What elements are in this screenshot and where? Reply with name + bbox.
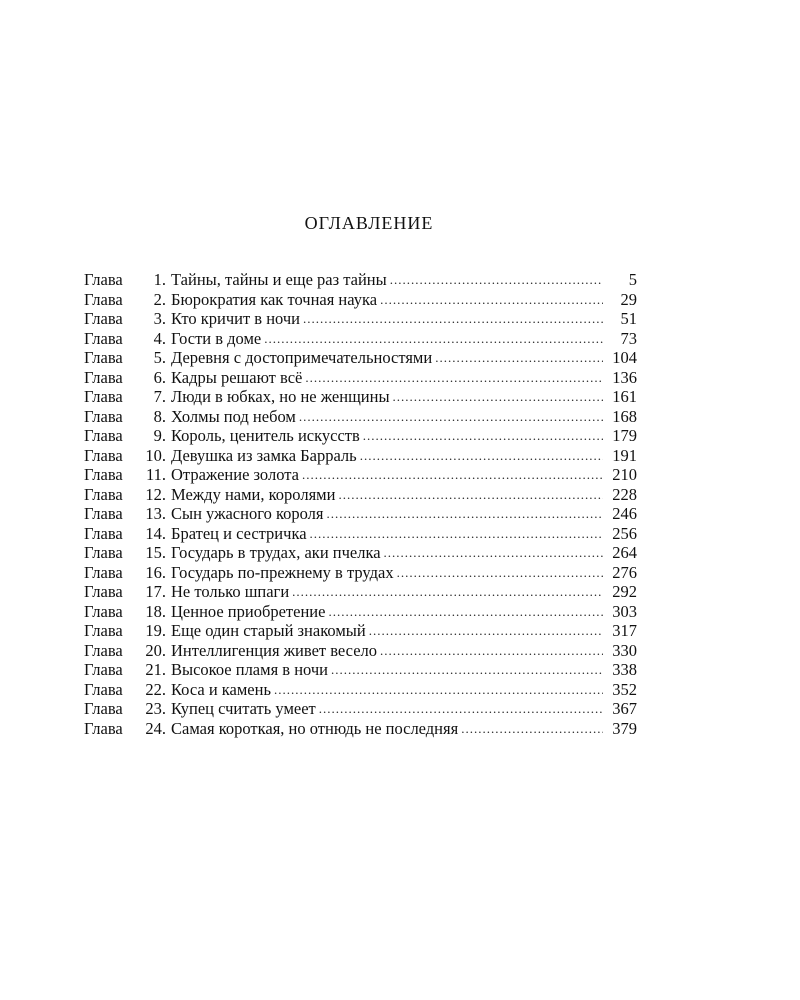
toc-chapter-title: Коса и камень [171,679,271,699]
toc-entry [84,719,637,739]
toc-chapter-number: 21. [145,660,166,679]
toc-chapter-number: 3. [153,309,166,328]
toc-chapter-word: Глава [84,289,123,309]
toc-dot-leader [305,367,603,388]
toc-chapter-title: Государь по-прежнему в трудах [171,562,394,582]
toc-chapter-number: 13. [145,504,166,523]
toc-dot-leader [299,406,603,427]
toc-chapter-number: 4. [153,328,166,348]
toc-entry [84,563,637,583]
toc-chapter-number: 16. [145,562,166,582]
toc-chapter-number: 10. [145,445,166,465]
toc-dot-leader [435,347,603,368]
toc-dot-leader [397,562,603,583]
toc-chapter-word: Глава [84,426,123,445]
toc-chapter-word: Глава [84,270,123,289]
toc-entry [84,426,637,446]
toc-dot-leader [274,679,603,700]
toc-entry [84,602,637,622]
toc-entry [84,699,637,719]
toc-page-number: 292 [612,582,637,601]
toc-entry [84,387,637,407]
toc-chapter-title: Государь в трудах, аки пчелка [171,543,381,562]
toc-chapter-number: 17. [145,582,166,601]
toc-chapter-title: Гости в доме [171,328,262,348]
toc-chapter-number: 14. [145,523,166,543]
toc-chapter-word: Глава [84,504,123,523]
toc-dot-leader [310,523,603,544]
toc-entry [84,309,637,329]
toc-dot-leader [363,425,603,446]
toc-chapter-word: Глава [84,367,123,387]
toc-page-number: 264 [612,543,637,562]
toc-page-number: 5 [628,270,637,289]
toc-chapter-title: Братец и сестричка [171,523,307,543]
toc-chapter-word: Глава [84,660,123,679]
toc-chapter-title: Не только шпаги [171,582,290,601]
toc-dot-leader [331,659,603,680]
toc-dot-leader [360,445,603,466]
toc-chapter-title: Самая короткая, но отнюдь не последняя [171,718,459,738]
toc-chapter-title: Холмы под небом [171,406,296,426]
toc-chapter-number: 6. [153,367,166,387]
toc-chapter-title: Ценное приобретение [171,601,326,621]
toc-chapter-number: 7. [153,387,166,406]
toc-dot-leader [303,308,603,329]
toc-entry [84,582,637,602]
toc-page-number: 168 [612,406,637,426]
toc-chapter-title: Бюрократия как точная наука [171,289,378,309]
toc-page-number: 303 [612,601,637,621]
toc-dot-leader [264,328,603,349]
toc-chapter-title: Кадры решают всё [171,367,303,387]
toc-chapter-word: Глава [84,406,123,426]
toc-chapter-word: Глава [84,484,123,504]
toc-chapter-number: 24. [145,718,166,738]
toc-chapter-word: Глава [84,562,123,582]
toc-page-number: 367 [612,699,637,718]
toc-chapter-word: Глава [84,640,123,660]
toc-entry [84,524,637,544]
toc-chapter-number: 1. [153,270,166,289]
toc-page-number: 317 [612,621,637,640]
toc-entry [84,329,637,349]
toc-entry [84,660,637,680]
toc-entry [84,543,637,563]
toc-chapter-number: 18. [145,601,166,621]
toc-entry [84,641,637,661]
toc-entry [84,348,637,368]
toc-page-number: 136 [612,367,637,387]
toc-entry [84,485,637,505]
toc-dot-leader [319,698,603,719]
toc-chapter-number: 22. [145,679,166,699]
toc-chapter-number: 19. [145,621,166,640]
toc-page-number: 256 [612,523,637,543]
toc-chapter-word: Глава [84,582,123,601]
toc-chapter-word: Глава [84,543,123,562]
toc-entry [84,680,637,700]
toc-chapter-title: Король, ценитель искусств [171,426,360,445]
toc-chapter-title: Кто кричит в ночи [171,309,301,328]
toc-dot-leader [302,464,603,485]
toc-page-number: 338 [612,660,637,679]
toc-chapter-number: 12. [145,484,166,504]
toc-dot-leader [380,289,603,310]
toc-dot-leader [380,640,603,661]
toc-chapter-number: 5. [153,348,166,367]
toc-page-number: 104 [612,348,637,367]
toc-chapter-word: Глава [84,699,123,718]
toc-page-number: 379 [612,718,637,738]
toc-chapter-title: Купец считать умеет [171,699,316,718]
toc-page-number: 352 [612,679,637,699]
toc-page-number: 51 [620,309,637,328]
toc-entry [84,621,637,641]
toc-page-number: 330 [612,640,637,660]
toc-chapter-word: Глава [84,601,123,621]
toc-chapter-word: Глава [84,309,123,328]
toc-chapter-title: Сын ужасного короля [171,504,324,523]
toc-list [84,270,637,738]
toc-dot-leader [369,620,603,641]
toc-chapter-number: 9. [153,426,166,445]
toc-dot-leader [393,386,603,407]
toc-page-number: 29 [620,289,637,309]
toc-dot-leader [328,601,603,622]
toc-entry [84,407,637,427]
toc-chapter-word: Глава [84,328,123,348]
toc-chapter-word: Глава [84,445,123,465]
toc-chapter-word: Глава [84,679,123,699]
toc-heading: ОГЛАВЛЕНИЕ [304,213,434,233]
toc-dot-leader [390,269,603,290]
toc-chapter-title: Между нами, королями [171,484,336,504]
toc-dot-leader [292,581,603,602]
toc-entry [84,504,637,524]
toc-page-number: 210 [612,465,637,484]
toc-dot-leader [384,542,603,563]
toc-chapter-title: Деревня с достопримечательностями [171,348,433,367]
toc-chapter-word: Глава [84,387,123,406]
toc-entry [84,368,637,388]
toc-chapter-number: 23. [145,699,166,718]
toc-dot-leader [338,484,603,505]
toc-chapter-number: 20. [145,640,166,660]
toc-chapter-word: Глава [84,718,123,738]
toc-entry [84,446,637,466]
toc-chapter-word: Глава [84,621,123,640]
toc-chapter-title: Девушка из замка Барраль [171,445,357,465]
toc-entry [84,290,637,310]
toc-page-number: 161 [612,387,637,406]
toc-chapter-number: 8. [153,406,166,426]
toc-page-number: 191 [612,445,637,465]
toc-chapter-title: Высокое пламя в ночи [171,660,328,679]
toc-entry [84,465,637,485]
toc-chapter-title: Люди в юбках, но не женщины [171,387,390,406]
toc-page-number: 73 [620,328,637,348]
toc-entry [84,270,637,290]
toc-chapter-number: 2. [153,289,166,309]
toc-dot-leader [326,503,603,524]
toc-page-number: 246 [612,504,637,523]
toc-chapter-title: Интеллигенция живет весело [171,640,378,660]
toc-page-number: 228 [612,484,637,504]
toc-chapter-title: Отражение золота [171,465,299,484]
toc-dot-leader [461,718,603,739]
toc-chapter-word: Глава [84,523,123,543]
toc-chapter-number: 11. [145,465,166,484]
toc-page-number: 179 [612,426,637,445]
toc-chapter-word: Глава [84,348,123,367]
toc-chapter-number: 15. [145,543,166,562]
toc-page-number: 276 [612,562,637,582]
toc-chapter-word: Глава [84,465,123,484]
toc-chapter-title: Еще один старый знакомый [171,621,366,640]
toc-chapter-title: Тайны, тайны и еще раз тайны [171,270,387,289]
